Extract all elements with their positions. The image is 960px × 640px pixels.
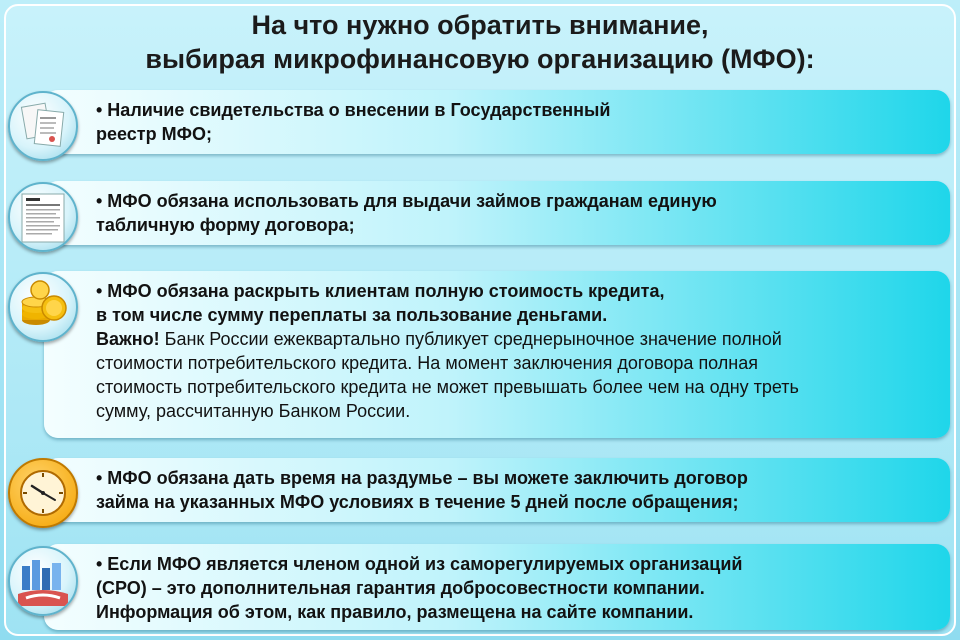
item-text-line: • МФО обязана дать время на раздумье – вы можете заключить договор <box>96 468 748 488</box>
item-text-line: реестр МФО; <box>96 124 212 144</box>
item-text-line: • Наличие свидетельства о внесении в Государственный <box>96 100 611 120</box>
item-text-line: в том числе сумму переплаты за пользование деньгами. <box>96 305 608 325</box>
page-title <box>0 8 960 76</box>
item-text-line: займа на указанных МФО условиях в течение 5 дней после обращения; <box>96 492 739 512</box>
important-label: Важно! <box>96 329 160 349</box>
clock-icon <box>8 458 78 528</box>
info-item-registry <box>44 90 950 154</box>
info-item-full-cost <box>44 271 950 438</box>
item-text-line: (СРО) – это дополнительная гарантия добросовестности компании. <box>96 578 705 598</box>
item-text-line: • МФО обязана использовать для выдачи займов гражданам единую <box>96 191 717 211</box>
item-text-line: • Если МФО является членом одной из саморегулируемых организаций <box>96 554 743 574</box>
certificate-documents-icon <box>8 91 78 161</box>
contract-form-icon <box>8 182 78 252</box>
item-text-line: • МФО обязана раскрыть клиентам полную стоимость кредита, <box>96 281 665 301</box>
important-note <box>96 327 936 351</box>
info-item-contract-form <box>44 181 950 245</box>
note-text: стоимости потребительского кредита. На момент заключения договора полная <box>96 353 759 373</box>
note-text: стоимость потребительского кредита не может превышать более чем на одну треть <box>96 377 799 397</box>
title-line-2: выбирая микрофинансовую организацию (МФО): <box>145 44 815 74</box>
info-item-cooling-period <box>44 458 950 522</box>
note-text: сумму, рассчитанную Банком России. <box>96 401 411 421</box>
gold-coins-icon <box>8 272 78 342</box>
info-item-sro-membership <box>44 544 950 630</box>
title-line-1: На что нужно обратить внимание, <box>251 10 709 40</box>
note-text: Банк России ежеквартально публикует среднерыночное значение полной <box>159 329 782 349</box>
item-text-line: Информация об этом, как правило, размещена на сайте компании. <box>96 602 694 622</box>
item-text-line: табличную форму договора; <box>96 215 355 235</box>
city-handshake-icon <box>8 546 78 616</box>
